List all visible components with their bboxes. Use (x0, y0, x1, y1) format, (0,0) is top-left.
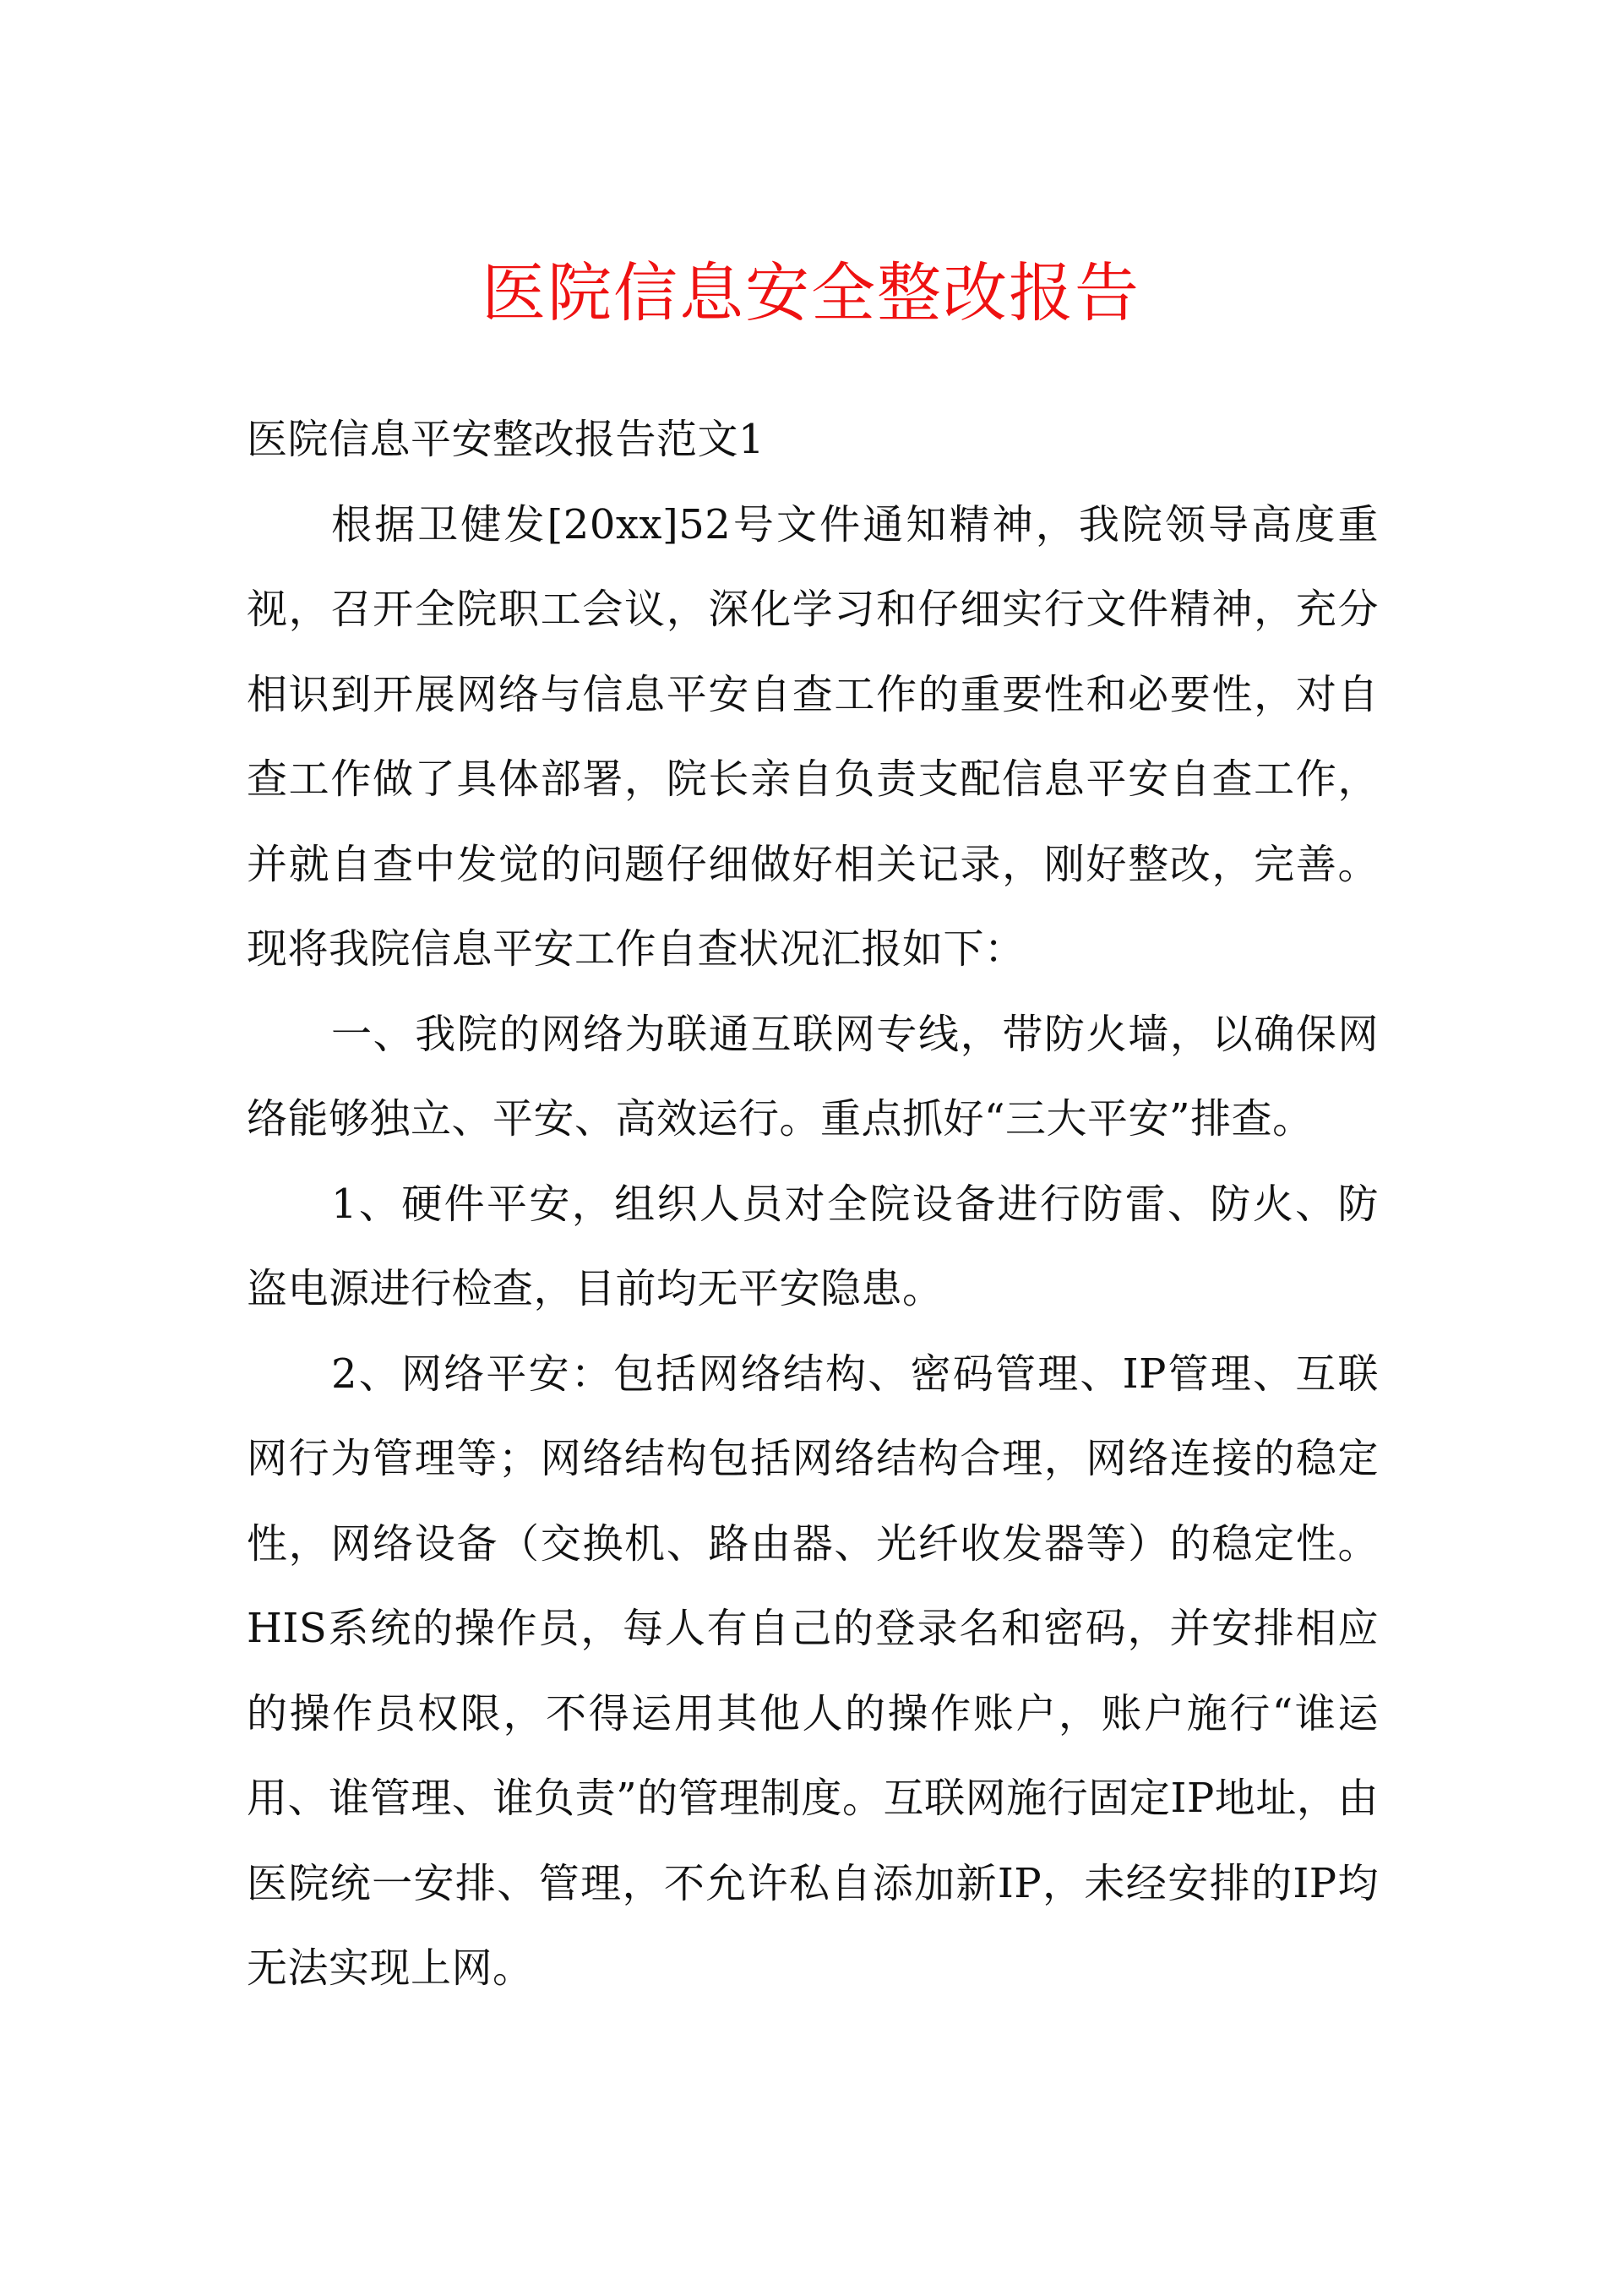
paragraph-network-overview: 一、我院的网络为联通互联网专线，带防火墙，以确保网络能够独立、平安、高效运行。重点抓好“三大平安”排查。 (247, 1010, 1379, 1143)
section-heading: 医院信息平安整改报告范文1 (247, 416, 765, 463)
paragraph-hardware-security: 1、硬件平安，组织人员对全院设备进行防雷、防火、防盗电源进行检查，目前均无平安隐患。 (247, 1180, 1379, 1312)
paragraph-network-security: 2、网络平安：包括网络结构、密码管理、IP管理、互联网行为管理等；网络结构包括网络结构合理，网络连接的稳定性，网络设备（交换机、路由器、光纤收发器等）的稳定性。HIS系统的操作员，每人有自己的登录名和密码，并安排相应的操作员权限，不得运用其他人的操作账户，账户施行“谁运用、谁管理、谁负责”的管理制度。互联网施行固定IP地址，由医院统一安排、管理，不允许私自添加新IP，未经安排的IP均无法实现上网。 (247, 1350, 1379, 1992)
paragraph-intro: 根据卫健发[20xx]52号文件通知精神，我院领导高度重视，召开全院职工会议，深化学习和仔细实行文件精神，充分相识到开展网络与信息平安自查工作的重要性和必要性，对自查工作做了具体部署，院长亲自负责支配信息平安自查工作，并就自查中发觉的问题仔细做好相关记录，刚好整改，完善。现将我院信息平安工作自查状况汇报如下： (247, 500, 1379, 973)
document-title: 医院信息安全整改报告 (482, 255, 1140, 330)
document-body (247, 397, 1379, 2011)
